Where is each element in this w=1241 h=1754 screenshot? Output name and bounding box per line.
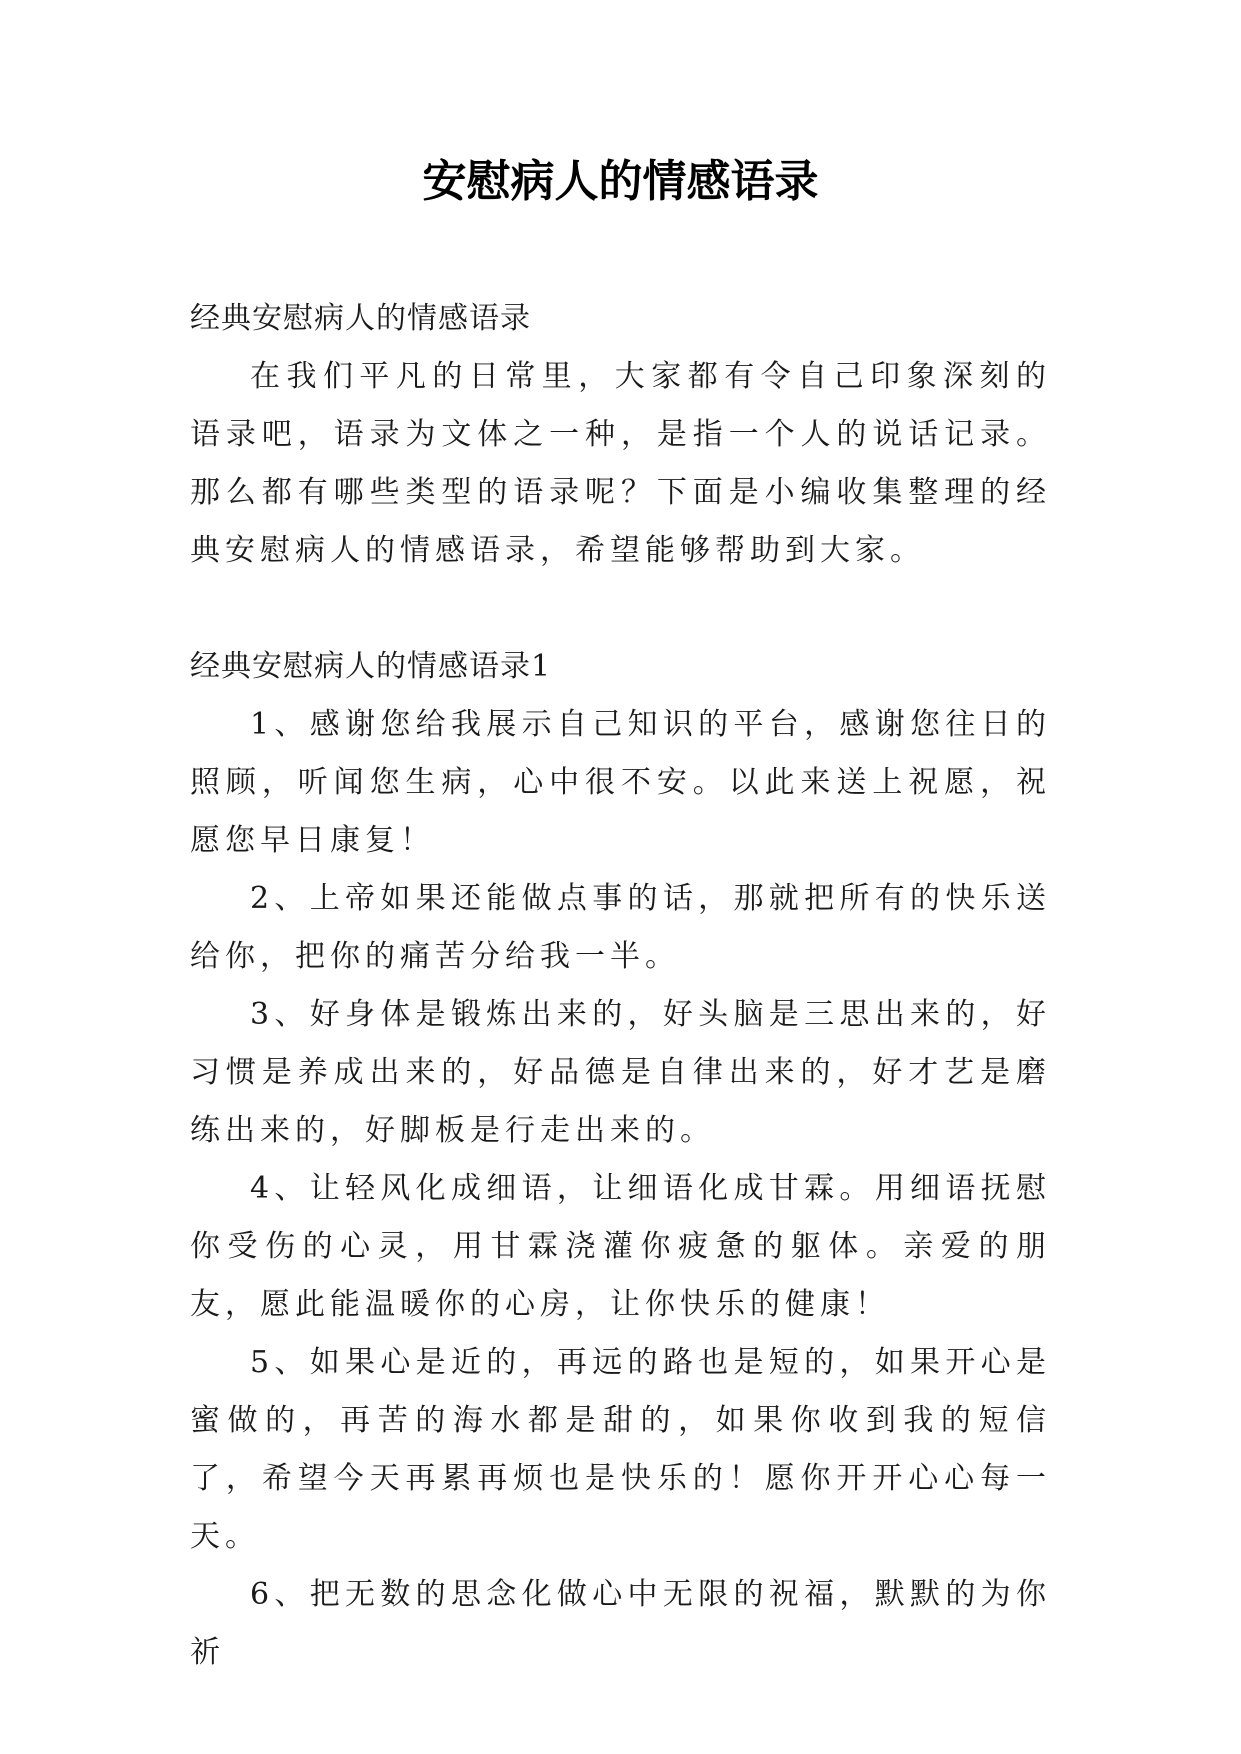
quote-item-5: 5、如果心是近的，再远的路也是短的，如果开心是蜜做的，再苦的海水都是甜的，如果你收到我的短信了，希望今天再累再烦也是快乐的！愿你开开心心每一天。 [190, 1345, 1051, 1554]
intro-paragraph: 在我们平凡的日常里，大家都有令自己印象深刻的语录吧，语录为文体之一种，是指一个人的说话记录。那么都有哪些类型的语录呢？下面是小编收集整理的经典安慰病人的情感语录，希望能够帮助到大家。 [190, 359, 1051, 568]
quote-item-3: 3、好身体是锻炼出来的，好头脑是三思出来的，好习惯是养成出来的，好品德是自律出来的，好才艺是磨练出来的，好脚板是行走出来的。 [190, 997, 1051, 1148]
intro-heading: 经典安慰病人的情感语录 [190, 301, 531, 336]
quote-item-2: 2、上帝如果还能做点事的话，那就把所有的快乐送给你，把你的痛苦分给我一半。 [190, 881, 1051, 974]
document-title: 安慰病人的情感语录 [422, 156, 819, 207]
section-spacer [190, 580, 1051, 638]
document-body [190, 290, 1051, 1682]
quote-item-4: 4、让轻风化成细语，让细语化成甘霖。用细语抚慰你受伤的心灵，用甘霖浇灌你疲惫的躯体。亲爱的朋友，愿此能温暖你的心房，让你快乐的健康！ [190, 1171, 1051, 1322]
quote-item-6: 6、把无数的思念化做心中无限的祝福，默默的为你祈 [190, 1577, 1051, 1670]
section-heading: 经典安慰病人的情感语录1 [190, 649, 552, 684]
quote-item-1: 1、感谢您给我展示自己知识的平台，感谢您往日的照顾，听闻您生病，心中很不安。以此来送上祝愿，祝愿您早日康复！ [190, 707, 1051, 858]
